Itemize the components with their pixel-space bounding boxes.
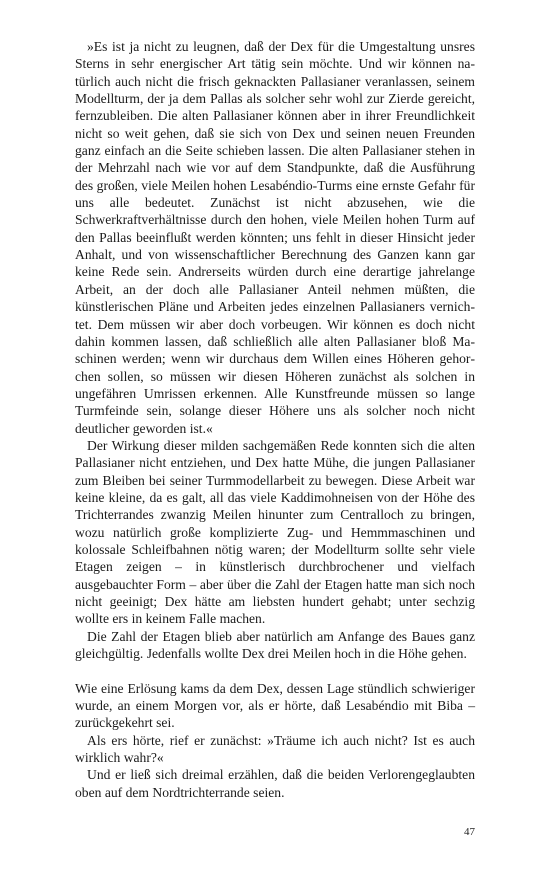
paragraph-5: Als ers hörte, rief er zunächst: »Träume ich auch nicht? Ist es auch wirklich wahr?« [75,732,475,766]
page-number: 47 [464,826,475,838]
body-text [75,38,475,801]
paragraph-1: »Es ist ja nicht zu leugnen, daß der Dex für die Umgestaltung unsres Sterns in sehr energischer Art tätig sein möchte. Und wir können natürlich auch nicht die frisch geknackten Pallasianer veranlassen, seinem Modellturm, der ja dem Pallas als solcher sehr wohl zur Zierde gereicht, fernzubleiben. Die alten Pallasianer können aber in ihrer Freundlichkeit nicht so weit gehen, daß sie sich von Dex und seinen neuen Freunden ganz einfach an die Seite schieben lassen. Die alten Pallasianer stehen in der Mehrzahl nach wie vor auf dem Standpunkte, daß die Ausführung des großen, viele Meilen hohen Lesabéndio-Turms eine ernste Gefahr für uns alle bedeutet. Zunächst ist nicht abzusehen, wie die Schwerkraftverhältnisse durch den hohen, viele Meilen hohen Turm auf den Pallas beeinflußt werden könnten; uns fehlt in dieser Hinsicht jeder Anhalt, und von wissenschaftlicher Berechnung des Ganzen kann gar keine Rede sein. Andrerseits würden durch eine derartige jahrelange Arbeit, an der doch alle Pallasianer Anteil nehmen müßten, die künstlerischen Pläne und Arbeiten jedes einzelnen Pallasianers vernichtet. Dem müssen wir aber doch vorbeugen. Wir können es doch nicht dahin kommen lassen, daß schließlich alle alten Pallasianer bloß Maschinen werden; wenn wir durchaus dem Willen eines Höheren gehorchen sollen, so müssen wir diesen Höheren zunächst als solchen in ungefähren Umrissen erkennen. Alle Kunstfreunde müssen so lange Turmfeinde sein, solange dieser Höhere uns als solcher noch nicht deutlicher geworden ist.« [75,39,475,436]
paragraph-3: Die Zahl der Etagen blieb aber natürlich am Anfange des Baues ganz gleichgültig. Jedenfalls wollte Dex drei Meilen hoch in die Höhe gehen. [75,628,475,662]
paragraph-2: Der Wirkung dieser milden sachgemäßen Rede konnten sich die alten Pallasianer nicht entziehen, und Dex hatte Mühe, die jungen Pallasianer zum Bleiben bei seiner Turmmodellarbeit zu bewegen. Diese Arbeit war keine kleine, da es galt, all das viele Kaddimohneisen von der Höhe des Trichterrandes zwanzig Meilen hinunter zum Centralloch zu bringen, wozu natürlich große komplizierte Zug- und Hemmmaschinen und kolossale Schleifbahnen nötig waren; der Modellturm sollte sehr viele Etagen zeigen – in künstlerisch durchbrochener und vielfach ausgebauchter Form – aber über die Zahl der Etagen hatte man sich noch nicht geeinigt; Dex hätte am liebsten hundert gehabt; unter sechzig wollte ers in keinem Falle machen. [75,437,475,627]
paragraph-4: Wie eine Erlösung kams da dem Dex, dessen Lage stündlich schwieriger wurde, an einem Morgen vor, als er hörte, daß Lesabéndio mit Biba – zurückgekehrt sei. [75,680,475,731]
paragraph-6: Und er ließ sich dreimal erzählen, daß die beiden Verlorengeglaubten oben auf dem Nordtrichterrande seien. [75,767,475,800]
